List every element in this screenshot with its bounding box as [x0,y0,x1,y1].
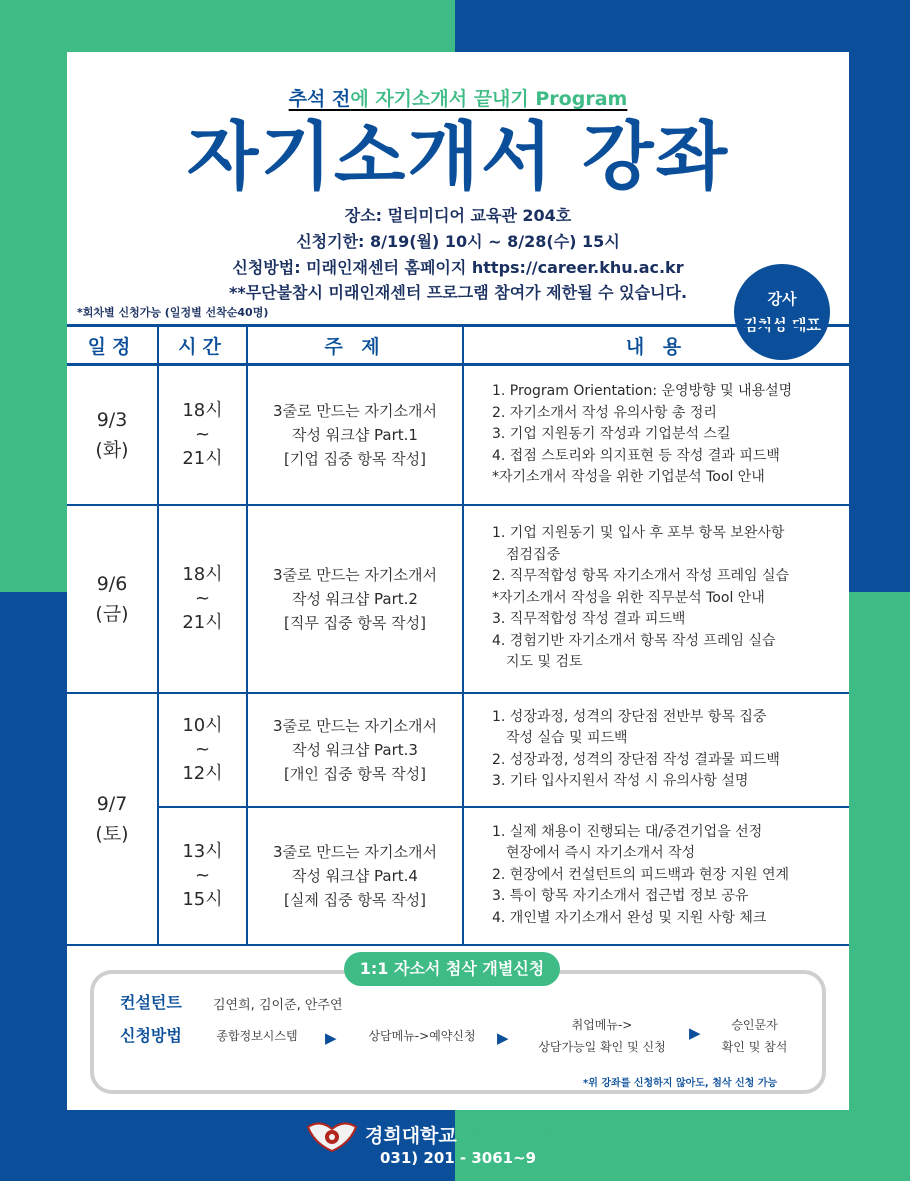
row-date: 9/7 (토) [67,693,158,945]
step-1: 종합정보시스템 [216,1029,298,1043]
poster-subtitle: 추석 전에 자기소개서 끝내기 Program [288,88,628,110]
poster-title: 자기소개서 강좌 [186,114,730,200]
table-row [67,807,849,945]
table-row [67,693,849,807]
university-name: 경희대학교 미래인재센터 [365,1125,574,1147]
speaker-label: 강사 [767,290,797,308]
row-topic: 3줄로 만드는 자기소개서 작성 워크샵 Part.2 [직무 집중 항목 작성] [247,505,463,693]
consultant-names: 김연희, 김이준, 안주연 [213,998,343,1013]
consulting-badge: 1:1 자소서 첨삭 개별신청 [344,952,560,986]
header-content: 내 용 [463,326,849,365]
header-topic: 주 제 [247,326,463,365]
table-row [67,365,849,505]
consultant-label: 컨설턴트 [120,993,182,1012]
row-topic: 3줄로 만드는 자기소개서 작성 워크샵 Part.1 [기업 집중 항목 작성] [247,365,463,505]
row-content: 1. Program Orientation: 운영방향 및 내용설명 2. 자기소개서 작성 유의사항 총 정리 3. 기업 지원동기 작성과 기업분석 스킬 4. 접점 스토리와 의지표현 등 작성 결과 피드백 *자기소개서 작성을 위한 기업분석 Tool 안내 [463,365,849,505]
apply-method-label: 신청방법 [120,1026,182,1045]
row-date: 9/3 (화) [67,365,158,505]
warning-text: **무단불참시 미래인재센터 프로그램 참여가 제한될 수 있습니다. [228,283,688,302]
method-text: 신청방법: 미래인재센터 홈페이지 https://career.khu.ac.kr [232,258,684,277]
step-3: 취업메뉴-> 상담가능일 확인 및 신청 [538,1018,666,1054]
row-time: 18시 ~ 21시 [158,365,247,505]
arrow-right-icon: ▶ [689,1024,701,1042]
arrow-right-icon: ▶ [325,1029,337,1047]
schedule-table [67,324,849,946]
step-2: 상담메뉴->예약신청 [368,1029,476,1043]
row-content: 1. 기업 지원동기 및 입사 후 포부 항목 보완사항 점검집중 2. 직무적합성 항목 자기소개서 작성 프레임 실습 *자기소개서 작성을 위한 직무분석 Tool 안내 3. 직무적합성 작성 결과 피드백 4. 경험기반 자기소개서 항목 작성 프레임 실습 지도 및 검토 [463,505,849,693]
phone-number: 031) 201 - 3061~9 [380,1149,537,1167]
university-logo-icon [306,1119,358,1153]
row-time: 13시 ~ 15시 [158,807,247,945]
header-time: 시간 [158,326,247,365]
row-content: 1. 성장과정, 성격의 장단점 전반부 항목 집중 작성 실습 및 피드백 2. 성장과정, 성격의 장단점 작성 결과물 피드백 3. 기타 입사지원서 작성 시 유의사항 설명 [463,693,849,807]
capacity-note: *회차별 신청가능 (일정별 선착순40명) [77,306,269,319]
row-time: 18시 ~ 21시 [158,505,247,693]
row-topic: 3줄로 만드는 자기소개서 작성 워크샵 Part.3 [개인 집중 항목 작성] [247,693,463,807]
row-date: 9/6 (금) [67,505,158,693]
row-topic: 3줄로 만드는 자기소개서 작성 워크샵 Part.4 [실제 집중 항목 작성] [247,807,463,945]
speaker-name: 김치성 대표 [743,316,821,334]
header-date: 일정 [67,326,158,365]
deadline-text: 신청기한: 8/19(월) 10시 ~ 8/28(수) 15시 [296,232,620,251]
poster-card [67,52,849,1110]
row-time: 10시 ~ 12시 [158,693,247,807]
row-content: 1. 실제 채용이 진행되는 대/중견기업을 선정 현장에서 즉시 자기소개서 작성 2. 현장에서 컨설턴트의 피드백과 현장 지원 연계 3. 특이 항목 자기소개서 접근법 정보 공유 4. 개인별 자기소개서 완성 및 지원 사항 체크 [463,807,849,945]
consulting-note: *위 강좌를 신청하지 않아도, 첨삭 신청 가능 [583,1078,778,1089]
arrow-right-icon: ▶ [497,1029,509,1047]
location-text: 장소: 멀티미디어 교육관 204호 [344,206,572,225]
table-row [67,505,849,693]
step-4: 승인문자 확인 및 참석 [721,1018,788,1054]
